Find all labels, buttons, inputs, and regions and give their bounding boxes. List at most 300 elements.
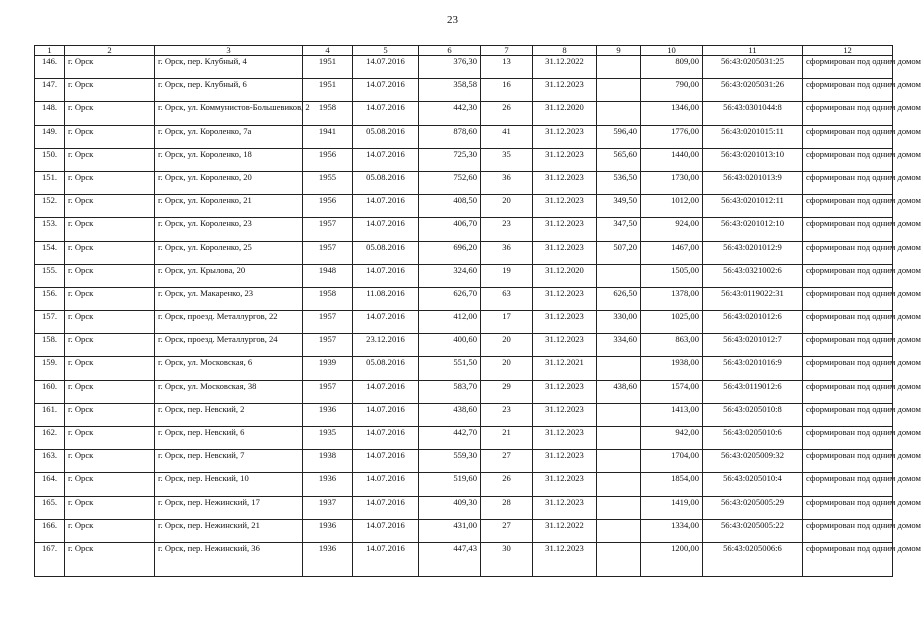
housing-register-table [34, 45, 921, 577]
cadastral-number-cell: 56:43:0119022:31 [703, 287, 803, 310]
deadline-date-cell: 31.12.2022 [533, 56, 597, 79]
land-area-cell: 1938,00 [641, 357, 703, 380]
deadline-date-cell: 31.12.2023 [533, 148, 597, 171]
deadline-date-cell: 31.12.2023 [533, 125, 597, 148]
land-note-cell: сформирован под одним домом [803, 79, 893, 102]
total-area-cell: 442,30 [419, 102, 481, 125]
land-note-cell: сформирован под одним домом [803, 311, 893, 334]
column-header: 8 [533, 46, 597, 56]
land-area-cell: 942,00 [641, 427, 703, 450]
row-number-cell: 162. [35, 427, 65, 450]
total-area-cell: 551,50 [419, 357, 481, 380]
year-built-cell: 1936 [303, 542, 353, 576]
land-area-cell: 1730,00 [641, 171, 703, 194]
residential-area-cell: 349,50 [597, 195, 641, 218]
residents-cell: 27 [481, 519, 533, 542]
total-area-cell: 376,30 [419, 56, 481, 79]
date-cell: 14.07.2016 [353, 79, 419, 102]
address-cell: г. Орск, ул. Короленко, 21 [155, 195, 303, 218]
row-number-cell: 157. [35, 311, 65, 334]
land-area-cell: 924,00 [641, 218, 703, 241]
address-cell: г. Орск, пер. Невский, 10 [155, 473, 303, 496]
residential-area-cell: 565,60 [597, 148, 641, 171]
residents-cell: 35 [481, 148, 533, 171]
locality-cell: г. Орск [65, 542, 155, 576]
deadline-date-cell: 31.12.2023 [533, 450, 597, 473]
table-row [35, 102, 893, 125]
address-cell: г. Орск, пер. Клубный, 4 [155, 56, 303, 79]
total-area-cell: 583,70 [419, 380, 481, 403]
residents-cell: 20 [481, 334, 533, 357]
locality-cell: г. Орск [65, 496, 155, 519]
total-area-cell: 696,20 [419, 241, 481, 264]
date-cell: 14.07.2016 [353, 496, 419, 519]
residents-cell: 21 [481, 427, 533, 450]
land-note-cell: сформирован под одним домом [803, 334, 893, 357]
date-cell: 14.07.2016 [353, 264, 419, 287]
row-number-cell: 153. [35, 218, 65, 241]
year-built-cell: 1936 [303, 473, 353, 496]
total-area-cell: 442,70 [419, 427, 481, 450]
table-row [35, 171, 893, 194]
residential-area-cell: 626,50 [597, 287, 641, 310]
table-row [35, 195, 893, 218]
deadline-date-cell: 31.12.2023 [533, 241, 597, 264]
deadline-date-cell: 31.12.2023 [533, 195, 597, 218]
year-built-cell: 1956 [303, 195, 353, 218]
land-note-cell: сформирован под одним домом [803, 357, 893, 380]
locality-cell: г. Орск [65, 403, 155, 426]
table-row [35, 450, 893, 473]
residents-cell: 29 [481, 380, 533, 403]
locality-cell: г. Орск [65, 218, 155, 241]
total-area-cell: 438,60 [419, 403, 481, 426]
residential-area-cell: 334,60 [597, 334, 641, 357]
row-number-cell: 164. [35, 473, 65, 496]
table-row [35, 357, 893, 380]
date-cell: 14.07.2016 [353, 102, 419, 125]
locality-cell: г. Орск [65, 334, 155, 357]
address-cell: г. Орск, проезд. Металлургов, 24 [155, 334, 303, 357]
table-row [35, 218, 893, 241]
date-cell: 14.07.2016 [353, 56, 419, 79]
cadastral-number-cell: 56:43:0201012:7 [703, 334, 803, 357]
residential-area-cell [597, 542, 641, 576]
residential-area-cell [597, 519, 641, 542]
cadastral-number-cell: 56:43:0201016:9 [703, 357, 803, 380]
table-row [35, 542, 893, 576]
cadastral-number-cell: 56:43:0205031:25 [703, 56, 803, 79]
address-cell: г. Орск, пер. Невский, 6 [155, 427, 303, 450]
total-area-cell: 559,30 [419, 450, 481, 473]
residents-cell: 36 [481, 241, 533, 264]
land-area-cell: 1413,00 [641, 403, 703, 426]
column-header: 9 [597, 46, 641, 56]
total-area-cell: 519,60 [419, 473, 481, 496]
year-built-cell: 1957 [303, 311, 353, 334]
land-area-cell: 1378,00 [641, 287, 703, 310]
table-row [35, 403, 893, 426]
deadline-date-cell: 31.12.2023 [533, 496, 597, 519]
land-note-cell: сформирован под одним домом [803, 427, 893, 450]
deadline-date-cell: 31.12.2020 [533, 264, 597, 287]
locality-cell: г. Орск [65, 357, 155, 380]
year-built-cell: 1951 [303, 79, 353, 102]
land-area-cell: 1776,00 [641, 125, 703, 148]
address-cell: г. Орск, ул. Московская, 38 [155, 380, 303, 403]
locality-cell: г. Орск [65, 102, 155, 125]
land-area-cell: 1467,00 [641, 241, 703, 264]
column-header: 3 [155, 46, 303, 56]
date-cell: 14.07.2016 [353, 473, 419, 496]
table-row [35, 427, 893, 450]
row-number-cell: 167. [35, 542, 65, 576]
deadline-date-cell: 31.12.2023 [533, 311, 597, 334]
locality-cell: г. Орск [65, 148, 155, 171]
land-area-cell: 790,00 [641, 79, 703, 102]
row-number-cell: 163. [35, 450, 65, 473]
cadastral-number-cell: 56:43:0201012:10 [703, 218, 803, 241]
land-area-cell: 1574,00 [641, 380, 703, 403]
column-header: 6 [419, 46, 481, 56]
cadastral-number-cell: 56:43:0201012:11 [703, 195, 803, 218]
residents-cell: 63 [481, 287, 533, 310]
land-area-cell: 1704,00 [641, 450, 703, 473]
residential-area-cell: 536,50 [597, 171, 641, 194]
table-row [35, 264, 893, 287]
year-built-cell: 1957 [303, 218, 353, 241]
land-note-cell: сформирован под одним домом [803, 102, 893, 125]
residential-area-cell [597, 403, 641, 426]
year-built-cell: 1958 [303, 287, 353, 310]
land-area-cell: 1012,00 [641, 195, 703, 218]
cadastral-number-cell: 56:43:0201015:11 [703, 125, 803, 148]
total-area-cell: 626,70 [419, 287, 481, 310]
land-note-cell: сформирован под одним домом [803, 473, 893, 496]
land-area-cell: 1346,00 [641, 102, 703, 125]
address-cell: г. Орск, пер. Нежинский, 17 [155, 496, 303, 519]
total-area-cell: 408,50 [419, 195, 481, 218]
address-cell: г. Орск, ул. Короленко, 25 [155, 241, 303, 264]
year-built-cell: 1939 [303, 357, 353, 380]
cadastral-number-cell: 56:43:0205005:29 [703, 496, 803, 519]
address-cell: г. Орск, ул. Короленко, 7а [155, 125, 303, 148]
address-cell: г. Орск, пер. Клубный, 6 [155, 79, 303, 102]
deadline-date-cell: 31.12.2021 [533, 357, 597, 380]
land-note-cell: сформирован под одним домом [803, 56, 893, 79]
row-number-cell: 161. [35, 403, 65, 426]
locality-cell: г. Орск [65, 264, 155, 287]
total-area-cell: 412,00 [419, 311, 481, 334]
deadline-date-cell: 31.12.2020 [533, 102, 597, 125]
deadline-date-cell: 31.12.2023 [533, 79, 597, 102]
land-note-cell: сформирован под одним домом [803, 450, 893, 473]
row-number-cell: 156. [35, 287, 65, 310]
locality-cell: г. Орск [65, 473, 155, 496]
address-cell: г. Орск, ул. Короленко, 20 [155, 171, 303, 194]
land-note-cell: сформирован под одним домом [803, 496, 893, 519]
deadline-date-cell: 31.12.2023 [533, 542, 597, 576]
locality-cell: г. Орск [65, 519, 155, 542]
residential-area-cell [597, 450, 641, 473]
table-row [35, 125, 893, 148]
year-built-cell: 1937 [303, 496, 353, 519]
residents-cell: 20 [481, 357, 533, 380]
cadastral-number-cell: 56:43:0205010:4 [703, 473, 803, 496]
date-cell: 14.07.2016 [353, 519, 419, 542]
land-note-cell: сформирован под одним домом [803, 287, 893, 310]
total-area-cell: 406,70 [419, 218, 481, 241]
cadastral-number-cell: 56:43:0301044:8 [703, 102, 803, 125]
year-built-cell: 1957 [303, 380, 353, 403]
date-cell: 11.08.2016 [353, 287, 419, 310]
table-row [35, 473, 893, 496]
year-built-cell: 1935 [303, 427, 353, 450]
table-row [35, 287, 893, 310]
address-cell: г. Орск, ул. Короленко, 18 [155, 148, 303, 171]
residents-cell: 13 [481, 56, 533, 79]
table-row [35, 380, 893, 403]
land-note-cell: сформирован под одним домом [803, 195, 893, 218]
row-number-cell: 152. [35, 195, 65, 218]
column-header: 11 [703, 46, 803, 56]
land-note-cell: сформирован под одним домом [803, 148, 893, 171]
date-cell: 14.07.2016 [353, 380, 419, 403]
land-note-cell: сформирован под одним домом [803, 171, 893, 194]
land-note-cell: сформирован под одним домом [803, 125, 893, 148]
address-cell: г. Орск, ул. Короленко, 23 [155, 218, 303, 241]
locality-cell: г. Орск [65, 195, 155, 218]
cadastral-number-cell: 56:43:0119012:6 [703, 380, 803, 403]
land-area-cell: 863,00 [641, 334, 703, 357]
column-header: 1 [35, 46, 65, 56]
deadline-date-cell: 31.12.2023 [533, 334, 597, 357]
total-area-cell: 447,43 [419, 542, 481, 576]
row-number-cell: 158. [35, 334, 65, 357]
row-number-cell: 154. [35, 241, 65, 264]
residential-area-cell [597, 473, 641, 496]
land-area-cell: 1854,00 [641, 473, 703, 496]
locality-cell: г. Орск [65, 241, 155, 264]
residential-area-cell [597, 264, 641, 287]
address-cell: г. Орск, пер. Невский, 7 [155, 450, 303, 473]
table-row [35, 311, 893, 334]
address-cell: г. Орск, пер. Нежинский, 21 [155, 519, 303, 542]
address-cell: г. Орск, ул. Коммунистов-Большевиков, 2 [155, 102, 303, 125]
column-header: 5 [353, 46, 419, 56]
residential-area-cell [597, 496, 641, 519]
cadastral-number-cell: 56:43:0205010:6 [703, 427, 803, 450]
total-area-cell: 409,30 [419, 496, 481, 519]
residents-cell: 28 [481, 496, 533, 519]
locality-cell: г. Орск [65, 427, 155, 450]
column-header: 10 [641, 46, 703, 56]
residential-area-cell [597, 102, 641, 125]
deadline-date-cell: 31.12.2023 [533, 427, 597, 450]
year-built-cell: 1955 [303, 171, 353, 194]
page-number: 23 [447, 14, 458, 26]
date-cell: 23.12.2016 [353, 334, 419, 357]
year-built-cell: 1936 [303, 519, 353, 542]
land-area-cell: 1419,00 [641, 496, 703, 519]
land-note-cell: сформирован под одним домом [803, 542, 893, 576]
date-cell: 14.07.2016 [353, 148, 419, 171]
table-row [35, 519, 893, 542]
locality-cell: г. Орск [65, 287, 155, 310]
address-cell: г. Орск, ул. Московская, 6 [155, 357, 303, 380]
date-cell: 14.07.2016 [353, 450, 419, 473]
date-cell: 05.08.2016 [353, 241, 419, 264]
cadastral-number-cell: 56:43:0205006:6 [703, 542, 803, 576]
address-cell: г. Орск, ул. Макаренко, 23 [155, 287, 303, 310]
land-area-cell: 1334,00 [641, 519, 703, 542]
date-cell: 14.07.2016 [353, 195, 419, 218]
land-note-cell: сформирован под одним домом [803, 218, 893, 241]
locality-cell: г. Орск [65, 125, 155, 148]
deadline-date-cell: 31.12.2023 [533, 218, 597, 241]
residents-cell: 41 [481, 125, 533, 148]
date-cell: 14.07.2016 [353, 218, 419, 241]
deadline-date-cell: 31.12.2023 [533, 380, 597, 403]
column-header: 2 [65, 46, 155, 56]
date-cell: 05.08.2016 [353, 125, 419, 148]
locality-cell: г. Орск [65, 380, 155, 403]
row-number-cell: 166. [35, 519, 65, 542]
land-area-cell: 1025,00 [641, 311, 703, 334]
table-body [35, 56, 921, 577]
total-area-cell: 878,60 [419, 125, 481, 148]
land-area-cell: 1440,00 [641, 148, 703, 171]
cadastral-number-cell: 56:43:0205010:8 [703, 403, 803, 426]
row-number-cell: 159. [35, 357, 65, 380]
locality-cell: г. Орск [65, 79, 155, 102]
table-row [35, 56, 893, 79]
address-cell: г. Орск, пер. Невский, 2 [155, 403, 303, 426]
year-built-cell: 1938 [303, 450, 353, 473]
year-built-cell: 1956 [303, 148, 353, 171]
date-cell: 14.07.2016 [353, 403, 419, 426]
year-built-cell: 1941 [303, 125, 353, 148]
column-number-header-row [35, 46, 893, 56]
year-built-cell: 1951 [303, 56, 353, 79]
cadastral-number-cell: 56:43:0201012:6 [703, 311, 803, 334]
land-area-cell: 1505,00 [641, 264, 703, 287]
table-row [35, 148, 893, 171]
deadline-date-cell: 31.12.2023 [533, 287, 597, 310]
cadastral-number-cell: 56:43:0205031:26 [703, 79, 803, 102]
residents-cell: 30 [481, 542, 533, 576]
year-built-cell: 1948 [303, 264, 353, 287]
deadline-date-cell: 31.12.2022 [533, 519, 597, 542]
total-area-cell: 431,00 [419, 519, 481, 542]
residential-area-cell: 596,40 [597, 125, 641, 148]
address-cell: г. Орск, пер. Нежинский, 36 [155, 542, 303, 576]
row-number-cell: 149. [35, 125, 65, 148]
cadastral-number-cell: 56:43:0201012:9 [703, 241, 803, 264]
total-area-cell: 725,30 [419, 148, 481, 171]
land-area-cell: 1200,00 [641, 542, 703, 576]
date-cell: 14.07.2016 [353, 542, 419, 576]
year-built-cell: 1958 [303, 102, 353, 125]
residential-area-cell [597, 56, 641, 79]
land-note-cell: сформирован под одним домом [803, 241, 893, 264]
deadline-date-cell: 31.12.2023 [533, 473, 597, 496]
total-area-cell: 324,60 [419, 264, 481, 287]
residents-cell: 17 [481, 311, 533, 334]
total-area-cell: 752,60 [419, 171, 481, 194]
residents-cell: 23 [481, 218, 533, 241]
land-note-cell: сформирован под одним домом [803, 264, 893, 287]
row-number-cell: 147. [35, 79, 65, 102]
residents-cell: 20 [481, 195, 533, 218]
row-number-cell: 148. [35, 102, 65, 125]
date-cell: 14.07.2016 [353, 311, 419, 334]
table-row [35, 241, 893, 264]
residential-area-cell [597, 427, 641, 450]
year-built-cell: 1957 [303, 334, 353, 357]
cadastral-number-cell: 56:43:0201013:10 [703, 148, 803, 171]
land-note-cell: сформирован под одним домом [803, 403, 893, 426]
residents-cell: 19 [481, 264, 533, 287]
row-number-cell: 165. [35, 496, 65, 519]
date-cell: 05.08.2016 [353, 171, 419, 194]
locality-cell: г. Орск [65, 56, 155, 79]
residents-cell: 16 [481, 79, 533, 102]
locality-cell: г. Орск [65, 311, 155, 334]
residential-area-cell: 330,00 [597, 311, 641, 334]
residential-area-cell [597, 79, 641, 102]
residential-area-cell: 507,20 [597, 241, 641, 264]
residential-area-cell: 347,50 [597, 218, 641, 241]
deadline-date-cell: 31.12.2023 [533, 403, 597, 426]
year-built-cell: 1936 [303, 403, 353, 426]
cadastral-number-cell: 56:43:0205005:22 [703, 519, 803, 542]
year-built-cell: 1957 [303, 241, 353, 264]
residents-cell: 23 [481, 403, 533, 426]
land-note-cell: сформирован под одним домом [803, 519, 893, 542]
column-header: 4 [303, 46, 353, 56]
locality-cell: г. Орск [65, 171, 155, 194]
column-header: 7 [481, 46, 533, 56]
row-number-cell: 160. [35, 380, 65, 403]
address-cell: г. Орск, проезд. Металлургов, 22 [155, 311, 303, 334]
cadastral-number-cell: 56:43:0205009:32 [703, 450, 803, 473]
cadastral-number-cell: 56:43:0321002:6 [703, 264, 803, 287]
address-cell: г. Орск, ул. Крылова, 20 [155, 264, 303, 287]
residents-cell: 26 [481, 473, 533, 496]
total-area-cell: 358,58 [419, 79, 481, 102]
residents-cell: 36 [481, 171, 533, 194]
row-number-cell: 155. [35, 264, 65, 287]
residents-cell: 27 [481, 450, 533, 473]
deadline-date-cell: 31.12.2023 [533, 171, 597, 194]
total-area-cell: 400,60 [419, 334, 481, 357]
row-number-cell: 146. [35, 56, 65, 79]
locality-cell: г. Орск [65, 450, 155, 473]
land-note-cell: сформирован под одним домом [803, 380, 893, 403]
table-row [35, 79, 893, 102]
table-row [35, 334, 893, 357]
row-number-cell: 150. [35, 148, 65, 171]
date-cell: 05.08.2016 [353, 357, 419, 380]
row-number-cell: 151. [35, 171, 65, 194]
column-header: 12 [803, 46, 893, 56]
residential-area-cell: 438,60 [597, 380, 641, 403]
residential-area-cell [597, 357, 641, 380]
date-cell: 14.07.2016 [353, 427, 419, 450]
land-area-cell: 809,00 [641, 56, 703, 79]
table-row [35, 496, 893, 519]
